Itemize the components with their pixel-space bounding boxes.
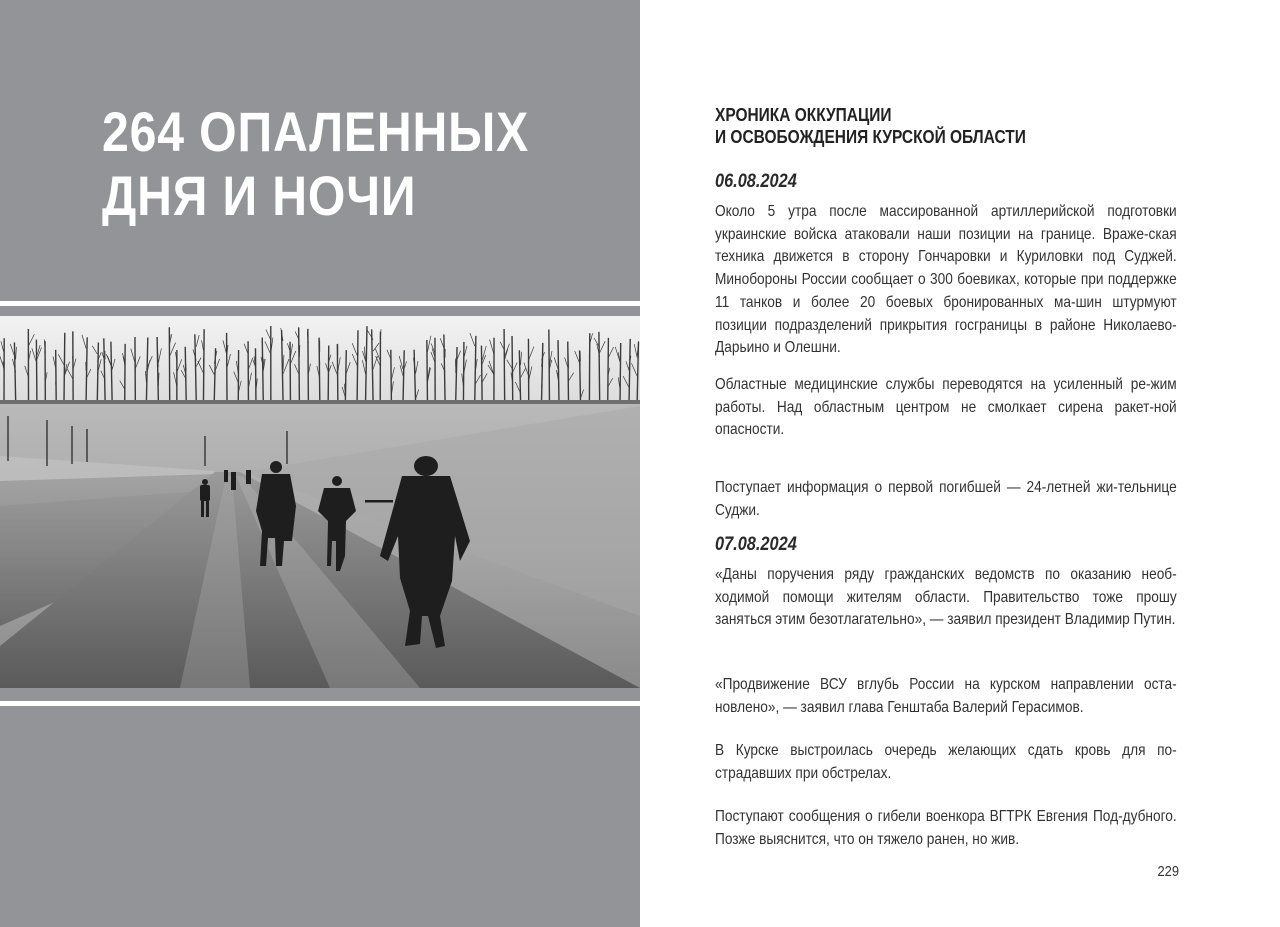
right-page: [640, 0, 1280, 927]
tree: [328, 346, 329, 402]
tree: [504, 329, 505, 402]
entry-paragraph: Поступает информация о первой погибшей — 24-летней жи-тельнице Суджи.: [715, 479, 1177, 519]
entry-date: 06.08.2024: [715, 171, 797, 192]
section-heading: [715, 104, 1145, 148]
top-white-stripe: [0, 301, 640, 306]
tree: [620, 343, 621, 402]
photo-soldiers-on-road: [0, 316, 640, 688]
entry-date: 07.08.2024: [715, 534, 797, 555]
entry-paragraph: «Продвижение ВСУ вглубь России на курском направлении оста-новлено», — заявил глава Генштаба Валерий Герасимов.: [715, 676, 1177, 716]
tree: [36, 340, 37, 402]
entry-paragraph: Около 5 утра после массированной артиллерийской подготовки украинские войска атаковали наши позиции на границе. Враже-ская техника движется в сторону Гончаровки и Куриловки под Суджей. Минобороны России сообщает о 300 боевиках, которые при поддержке 11 танков и более 20 боевых бронированных ма-шин штурмуют позиции подразделений прикрытия госграницы в районе Николаево-Дарьино и Олешни.: [715, 203, 1177, 357]
entry-paragraph: «Даны поручения ряду гражданских ведомств по оказанию необ-ходимой помощи жителям области. Правительство тоже прошу заняться этим безотлагательно», — заявил президент Владимир Путин.: [715, 566, 1177, 629]
section-heading-line-1: ХРОНИКА ОККУПАЦИИ: [715, 105, 892, 125]
chapter-title-line-2: ДНЯ И НОЧИ: [102, 164, 417, 227]
tree: [427, 340, 428, 402]
tree: [64, 333, 65, 402]
entry-paragraph: В Курске выстроилась очередь желающих сдать кровь для по-страдавших при обстрелах.: [715, 742, 1177, 782]
tree: [608, 338, 609, 402]
entry-paragraph: Областные медицинские службы переводятся на усиленный ре-жим работы. Над областным центром не смолкает сирена ракет-ной опасности.: [715, 376, 1177, 439]
bottom-white-stripe: [0, 701, 640, 706]
photo-image: [0, 316, 640, 688]
entry-paragraph: Поступают сообщения о гибели военкора ВГТРК Евгения Под-дубного. Позже выяснится, что он тяжело ранен, но жив.: [715, 808, 1177, 848]
section-heading-line-2: И ОСВОБОЖДЕНИЯ КУРСКОЙ ОБЛАСТИ: [715, 127, 1026, 147]
tree: [481, 346, 482, 402]
chapter-title: [102, 100, 549, 228]
tree: [357, 330, 358, 402]
tree: [568, 342, 569, 402]
chapter-title-line-1: 264 ОПАЛЕННЫХ: [102, 100, 530, 163]
page-number: 229: [1157, 863, 1179, 880]
tree: [599, 332, 600, 402]
